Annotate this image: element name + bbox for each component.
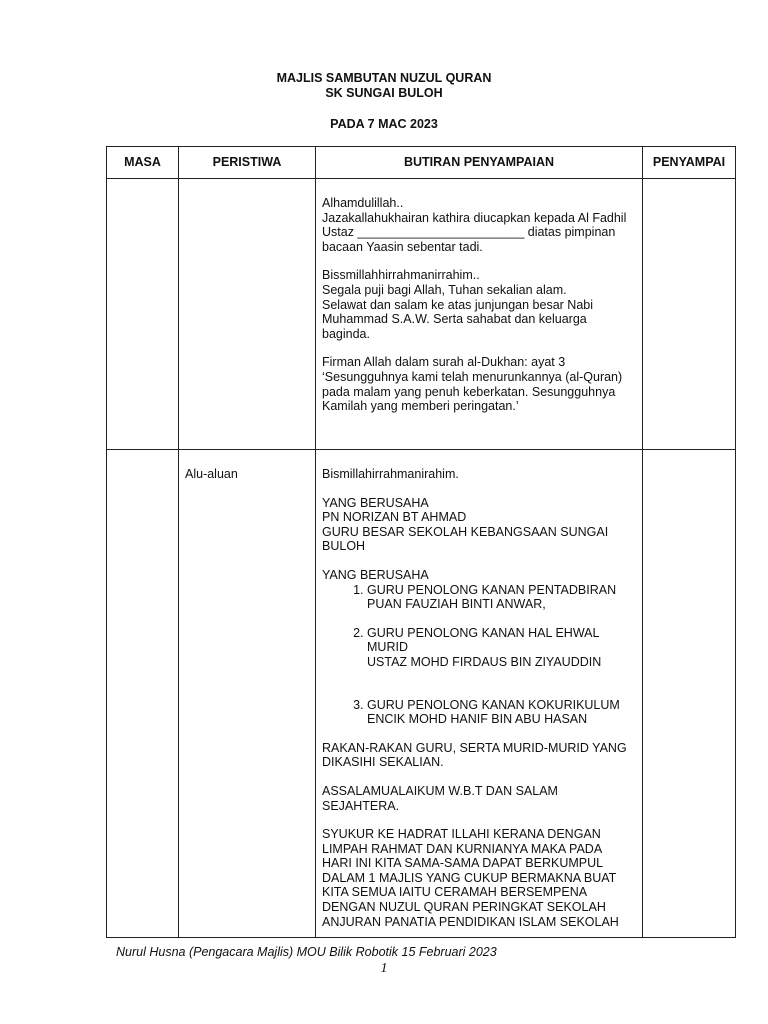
programme-table xyxy=(106,146,736,938)
text-line: BULOH xyxy=(322,539,366,554)
text-line: Ustaz ________________________ diatas pimpinan xyxy=(322,225,616,240)
text-line: Selawat dan salam ke atas junjungan besar Nabi xyxy=(322,297,594,312)
text-line: Muhammad S.A.W. Serta sahabat dan keluarga xyxy=(322,312,587,327)
text-line: bacaan Yaasin sebentar tadi. xyxy=(322,239,483,254)
text-line: 1. GURU PENOLONG KANAN PENTADBIRAN xyxy=(367,582,617,597)
text-line: ‘Sesungguhnya kami telah menurunkannya (al-Quran) xyxy=(322,369,623,384)
page-number: 1 xyxy=(380,961,388,976)
text-line: Kamilah yang memberi peringatan.’ xyxy=(322,399,519,414)
headmaster-paragraph xyxy=(322,496,636,554)
text-line: HARI INI KITA SAMA-SAMA DAPAT BERKUMPUL xyxy=(322,856,604,871)
peristiwa-cell: Alu-aluan xyxy=(179,450,316,938)
gratitude-paragraph xyxy=(322,827,636,929)
text-line: PUAN FAUZIAH BINTI ANWAR, xyxy=(367,597,546,612)
text-line: SEJAHTERA. xyxy=(322,798,400,813)
text-line: pada malam yang penuh keberkatan. Sesungguhnya xyxy=(322,384,616,399)
text-line: Jazakallahukhairan kathira diucapkan kepada Al Fadhil xyxy=(322,210,627,225)
column-header-butiran: BUTIRAN PENYAMPAIAN xyxy=(316,147,643,179)
text-line: YANG BERUSAHA xyxy=(322,495,429,510)
text-line: MURID xyxy=(367,640,408,655)
thanks-paragraph xyxy=(322,196,636,254)
text-line: 3. GURU PENOLONG KANAN KOKURIKULUM xyxy=(367,697,620,712)
colleagues-paragraph xyxy=(322,741,636,770)
text-line: KITA SEMUA IAITU CERAMAH BERSEMPENA xyxy=(322,885,588,900)
column-header-penyampai: PENYAMPAI xyxy=(643,147,736,179)
officers-intro: YANG BERUSAHA xyxy=(322,567,429,582)
text-line: SYUKUR KE HADRAT ILLAHI KERANA DENGAN xyxy=(322,827,601,842)
table-row xyxy=(107,450,736,938)
text-line: Alhamdulillah.. xyxy=(322,196,404,210)
penyampai-cell xyxy=(643,179,736,450)
peristiwa-cell xyxy=(179,179,316,450)
text-line: DIKASIHI SEKALIAN. xyxy=(322,755,444,770)
text-line: LIMPAH RAHMAT DAN KURNIANYA MAKA PADA xyxy=(322,841,603,856)
event-date: PADA 7 MAC 2023 xyxy=(330,117,438,131)
text-line: Segala puji bagi Allah, Tuhan sekalian alam. xyxy=(322,282,567,297)
greeting-paragraph xyxy=(322,784,636,813)
masa-cell xyxy=(107,450,179,938)
masa-cell xyxy=(107,179,179,450)
list-item xyxy=(367,583,636,612)
butiran-cell xyxy=(316,450,643,938)
table-header-row xyxy=(107,147,736,179)
text-line: GURU BESAR SEKOLAH KEBANGSAAN SUNGAI xyxy=(322,524,609,539)
list-item xyxy=(367,626,636,670)
opening-prayer-paragraph xyxy=(322,268,636,341)
text-line: Firman Allah dalam surah al-Dukhan: ayat 3 xyxy=(322,355,566,370)
officers-list xyxy=(322,583,636,727)
opening-line: Bismillahirrahmanirahim. xyxy=(322,467,459,481)
text-line: ENCIK MOHD HANIF BIN ABU HASAN xyxy=(367,712,588,727)
verse-paragraph xyxy=(322,355,636,413)
text-line: USTAZ MOHD FIRDAUS BIN ZIYAUDDIN xyxy=(367,654,602,669)
butiran-cell xyxy=(316,179,643,450)
text-line: ANJURAN PANATIA PENDIDIKAN ISLAM SEKOLAH xyxy=(322,914,619,929)
column-header-peristiwa: PERISTIWA xyxy=(179,147,316,179)
school-name: SK SUNGAI BULOH xyxy=(325,86,443,100)
text-line: Bissmillahhirrahmanirrahim.. xyxy=(322,268,480,283)
text-line: DENGAN NUZUL QURAN PERINGKAT SEKOLAH xyxy=(322,900,606,915)
column-header-masa: MASA xyxy=(107,147,179,179)
text-line: RAKAN-RAKAN GURU, SERTA MURID-MURID YANG xyxy=(322,740,627,755)
list-item xyxy=(367,698,636,727)
text-line: baginda. xyxy=(322,326,370,341)
text-line: DALAM 1 MAJLIS YANG CUKUP BERMAKNA BUAT xyxy=(322,870,617,885)
text-line: ASSALAMUALAIKUM W.B.T DAN SALAM xyxy=(322,783,558,798)
document-title: MAJLIS SAMBUTAN NUZUL QURAN xyxy=(276,71,492,85)
penyampai-cell xyxy=(643,450,736,938)
text-line: PN NORIZAN BT AHMAD xyxy=(322,510,467,525)
table-row xyxy=(107,179,736,450)
page-footer: Nurul Husna (Pengacara Majlis) MOU Bilik Robotik 15 Februari 2023 xyxy=(116,945,497,959)
text-line: 2. GURU PENOLONG KANAN HAL EHWAL xyxy=(367,625,600,640)
